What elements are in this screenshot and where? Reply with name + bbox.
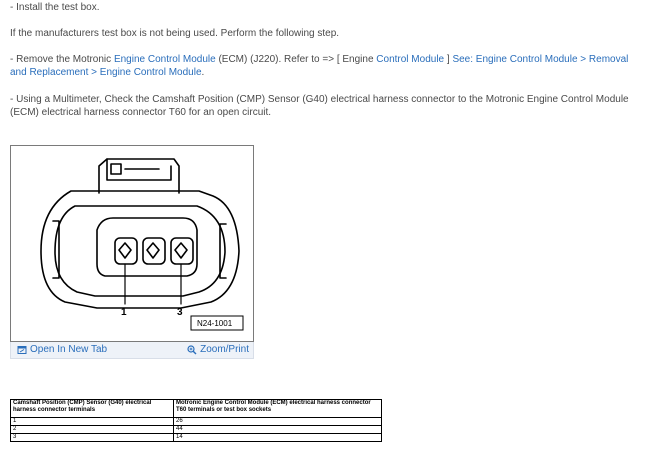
header-ecm-terminals: Motronic Engine Control Module (ECM) electrical harness connector T60 terminals or test box sockets: [174, 400, 382, 418]
table-cell: 2: [11, 426, 174, 434]
step-remove-mid2: ]: [444, 54, 453, 65]
link-engine-control-module[interactable]: Engine Control Module: [113, 54, 216, 65]
step-remove-suffix: .: [201, 66, 205, 78]
table-row: [11, 418, 382, 426]
ref-code: N24-1001: [197, 319, 233, 328]
table-cell: 14: [174, 434, 382, 442]
table-cell: 44: [174, 426, 382, 434]
table-header-row: [11, 400, 382, 418]
table-cell: 1: [11, 418, 174, 426]
table-cell: 3: [11, 434, 174, 442]
figure-actions-bar: [10, 342, 254, 359]
header-cmp-terminals: Camshaft Position (CMP) Sensor (G40) electrical harness connector terminals: [11, 400, 174, 418]
step-remove-mid1: (ECM) (J220). Refer to => [ Engine: [215, 54, 377, 65]
step-remove-ecm: [10, 54, 640, 79]
zoom-print-button[interactable]: [187, 344, 249, 355]
callout-1: 1: [121, 307, 127, 318]
terminal-mapping-table: [10, 399, 382, 442]
open-new-tab-button[interactable]: [17, 344, 107, 355]
table-row: [11, 426, 382, 434]
table-cell: 26: [174, 418, 382, 426]
open-new-tab-icon: [17, 345, 27, 355]
step-multimeter-check: - Using a Multimeter, Check the Camshaft Position (CMP) Sensor (G40) electrical harness connector to the Motronic Engine Control Module (ECM) electrical harness connector T60 for an open circuit.: [10, 94, 629, 118]
link-see-removal-replacement[interactable]: See: Engine Control Module > Removal and Replacement > Engine Control Module: [10, 54, 629, 78]
magnifier-zoom-icon: [187, 345, 197, 355]
connector-diagram: [11, 146, 253, 341]
note-test-box-not-used: If the manufacturers test box is not being used. Perform the following step.: [10, 28, 340, 39]
step-remove-prefix: - Remove the Motronic: [10, 54, 114, 65]
step-install-test-box: - Install the test box.: [10, 2, 100, 13]
open-new-tab-label: Open In New Tab: [30, 344, 108, 355]
connector-figure[interactable]: [10, 145, 254, 342]
table-row: [11, 434, 382, 442]
callout-3: 3: [177, 307, 183, 318]
zoom-print-label: Zoom/Print: [200, 344, 249, 355]
link-control-module[interactable]: Control Module: [376, 54, 445, 65]
